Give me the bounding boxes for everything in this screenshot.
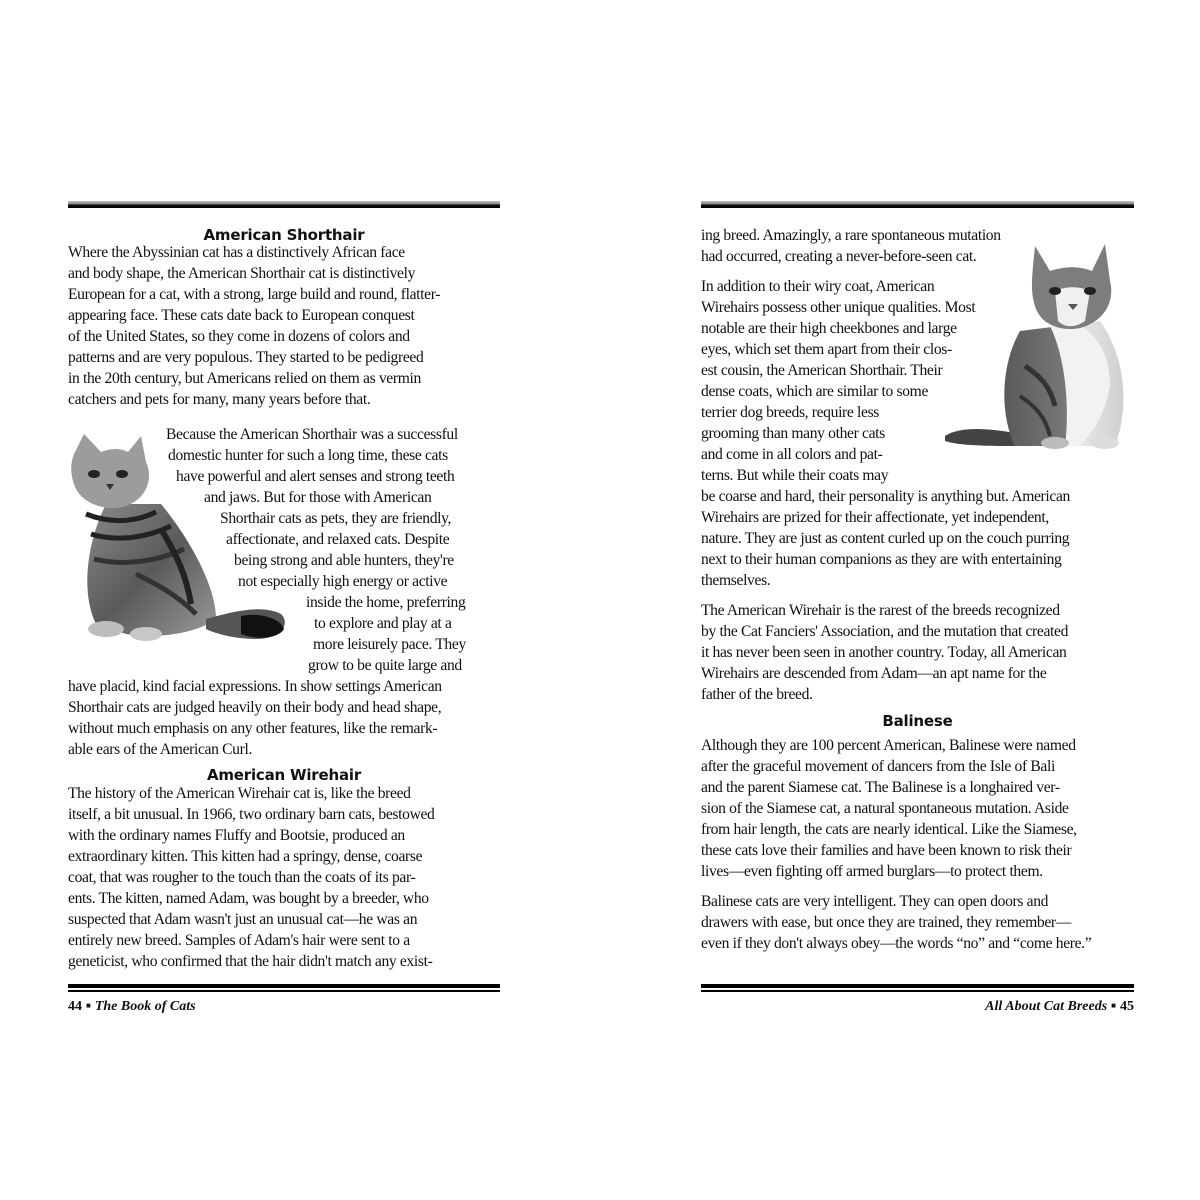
page-number: 44 xyxy=(68,999,82,1014)
text-line: be coarse and hard, their personality is anything but. American xyxy=(701,488,1070,505)
text-line: ing breed. Amazingly, a rare spontaneous mutation xyxy=(701,227,1001,244)
page-number: 45 xyxy=(1120,999,1134,1014)
page-footer xyxy=(68,999,196,1015)
text-line: ents. The kitten, named Adam, was bought by a breeder, who xyxy=(68,890,429,907)
text-line: nature. They are just as content curled up on the couch purring xyxy=(701,530,1070,547)
right-page xyxy=(600,0,1200,1200)
text-line: and come in all colors and pat- xyxy=(701,446,883,463)
top-rule xyxy=(701,201,1134,208)
text-line: Because the American Shorthair was a successful xyxy=(166,426,458,443)
text-line: eyes, which set them apart from their clos- xyxy=(701,341,952,358)
text-line: without much emphasis on any other features, like the remark- xyxy=(68,720,438,737)
text-line: Shorthair cats are judged heavily on their body and head shape, xyxy=(68,699,442,716)
text-line: next to their human companions as they are with entertaining xyxy=(701,551,1062,568)
text-line: terrier dog breeds, require less xyxy=(701,404,880,421)
text-line: not especially high energy or active xyxy=(238,573,448,590)
text-line: Where the Abyssinian cat has a distinctively African face xyxy=(68,244,405,261)
page-footer xyxy=(985,999,1134,1015)
text-line: and body shape, the American Shorthair cat is distinctively xyxy=(68,265,416,282)
text-line: to explore and play at a xyxy=(314,615,452,632)
text-line: notable are their high cheekbones and large xyxy=(701,320,957,337)
text-line: itself, a bit unusual. In 1966, two ordinary barn cats, bestowed xyxy=(68,806,435,823)
text-line: est cousin, the American Shorthair. Their xyxy=(701,362,943,379)
text-line: by the Cat Fanciers' Association, and the mutation that created xyxy=(701,623,1069,640)
text-line: Wirehairs are descended from Adam—an apt name for the xyxy=(701,665,1047,682)
text-line: inside the home, preferring xyxy=(306,594,466,611)
text-line: Shorthair cats as pets, they are friendly, xyxy=(220,510,452,527)
text-line: drawers with ease, but once they are trained, they remember— xyxy=(701,914,1071,931)
text-line: grooming than many other cats xyxy=(701,425,885,442)
text-line: themselves. xyxy=(701,572,771,589)
running-title: All About Cat Breeds xyxy=(985,999,1108,1014)
text-line: with the ordinary names Fluffy and Bootsie, produced an xyxy=(68,827,405,844)
section-heading-american-shorthair: American Shorthair xyxy=(203,226,365,244)
text-line: have placid, kind facial expressions. In show settings American xyxy=(68,678,442,695)
text-line: entirely new breed. Samples of Adam's hair were sent to a xyxy=(68,932,410,949)
top-rule xyxy=(68,201,500,208)
text-line: patterns and are very populous. They started to be pedigreed xyxy=(68,349,424,366)
text-line: of the United States, so they come in dozens of colors and xyxy=(68,328,410,345)
text-line: terns. But while their coats may xyxy=(701,467,889,484)
text-line: geneticist, who confirmed that the hair didn't match any exist- xyxy=(68,953,433,970)
text-line: had occurred, creating a never-before-seen cat. xyxy=(701,248,977,265)
text-line: grow to be quite large and xyxy=(308,657,462,674)
text-line: even if they don't always obey—the words “no” and “come here.” xyxy=(701,935,1092,952)
text-line: coat, that was rougher to the touch than the coats of its par- xyxy=(68,869,416,886)
text-line: domestic hunter for such a long time, these cats xyxy=(168,447,448,464)
text-line: appearing face. These cats date back to European conquest xyxy=(68,307,415,324)
text-line: affectionate, and relaxed cats. Despite xyxy=(226,531,450,548)
text-line: father of the breed. xyxy=(701,686,813,703)
separator-square-icon: ■ xyxy=(1111,1001,1116,1010)
text-line: In addition to their wiry coat, American xyxy=(701,278,935,295)
running-title: The Book of Cats xyxy=(94,999,196,1014)
text-line: lives—even fighting off armed burglars—to protect them. xyxy=(701,863,1043,880)
text-line: these cats love their families and have been known to risk their xyxy=(701,842,1072,859)
text-line: after the graceful movement of dancers from the Isle of Bali xyxy=(701,758,1055,775)
text-line: in the 20th century, but Americans relied on them as vermin xyxy=(68,370,421,387)
text-line: extraordinary kitten. This kitten had a springy, dense, coarse xyxy=(68,848,423,865)
text-line: sion of the Siamese cat, a natural spontaneous mutation. Aside xyxy=(701,800,1069,817)
bottom-rule xyxy=(68,984,500,992)
text-line: and jaws. But for those with American xyxy=(204,489,432,506)
text-line: European for a cat, with a strong, large build and round, flatter- xyxy=(68,286,441,303)
text-line: Wirehairs possess other unique qualities. Most xyxy=(701,299,976,316)
american-wirehair-cat-image xyxy=(940,236,1135,451)
text-line: catchers and pets for many, many years before that. xyxy=(68,391,371,408)
text-line: it has never been seen in another country. Today, all American xyxy=(701,644,1067,661)
bottom-rule xyxy=(701,984,1134,992)
text-line: have powerful and alert senses and strong teeth xyxy=(176,468,455,485)
text-line: from hair length, the cats are nearly identical. Like the Siamese, xyxy=(701,821,1077,838)
text-line: being strong and able hunters, they're xyxy=(234,552,454,569)
text-line: able ears of the American Curl. xyxy=(68,741,252,758)
text-line: Wirehairs are prized for their affectionate, yet independent, xyxy=(701,509,1049,526)
section-heading-american-wirehair: American Wirehair xyxy=(206,766,362,784)
section-heading-balinese: Balinese xyxy=(882,712,953,730)
text-line: The American Wirehair is the rarest of the breeds recognized xyxy=(701,602,1060,619)
text-line: The history of the American Wirehair cat is, like the breed xyxy=(68,785,411,802)
text-line: and the parent Siamese cat. The Balinese is a longhaired ver- xyxy=(701,779,1060,796)
text-line: Although they are 100 percent American, Balinese were named xyxy=(701,737,1076,754)
text-line: more leisurely pace. They xyxy=(313,636,466,653)
separator-square-icon: ■ xyxy=(86,1001,91,1010)
text-line: suspected that Adam wasn't just an unusual cat—he was an xyxy=(68,911,418,928)
text-line: Balinese cats are very intelligent. They can open doors and xyxy=(701,893,1049,910)
text-line: dense coats, which are similar to some xyxy=(701,383,929,400)
